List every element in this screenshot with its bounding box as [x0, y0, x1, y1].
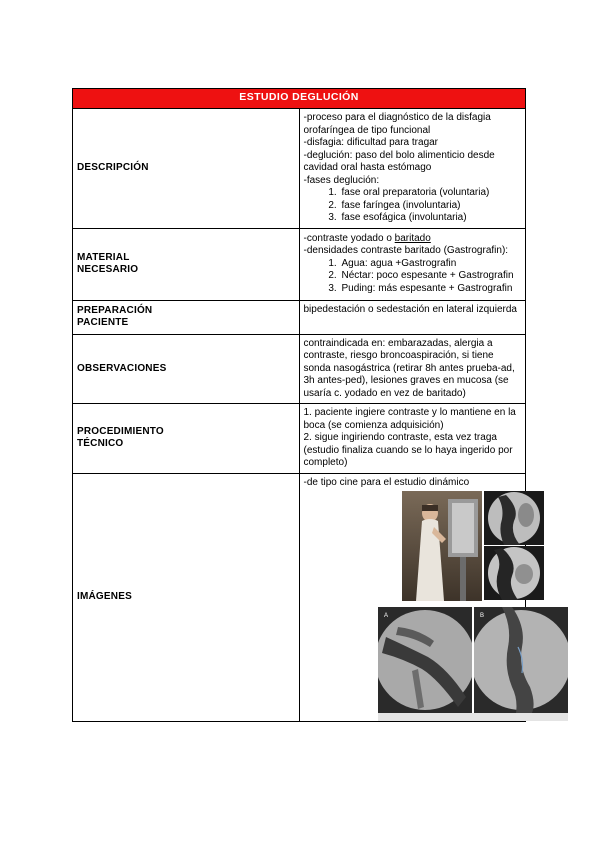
list-item: 2. Néctar: poco espesante + Gastrografin — [340, 270, 522, 283]
list-item: 1. fase oral preparatoria (voluntaria) — [340, 187, 522, 200]
material-line-2: -densidades contraste baritado (Gastrografin): — [303, 245, 509, 257]
procedimiento-line-2: 2. sigue ingiriendo contraste, esta vez traga (estudio finaliza cuando se lo haya ingerido por completo) — [303, 432, 513, 468]
row-imagenes — [73, 473, 526, 722]
label-procedimiento-line: PROCEDIMIENTO — [77, 425, 164, 437]
content-observaciones: contraindicada en: embarazadas, alergia a contraste, riesgo broncoaspiración, si tiene sonda nasogástrica (retirar 8h antes prueba-ad, 3h antes-ped), lesiones graves en mucosa (se usaría c. yodado en vez de baritado) — [299, 334, 526, 404]
content-material — [299, 228, 526, 300]
row-observaciones — [73, 334, 526, 404]
content-procedimiento — [299, 404, 526, 474]
fluoroscopy-image-right — [474, 607, 568, 713]
row-descripcion — [73, 109, 526, 229]
procedimiento-line-1: 1. paciente ingiere contraste y lo mantiene en la boca (se comienza adquisición) — [303, 407, 516, 431]
label-material-line: NECESARIO — [77, 264, 139, 275]
material-line-1-prefix: -contraste yodado o — [303, 232, 395, 244]
document-sheet — [72, 88, 526, 722]
fluoroscopy-frame-b — [484, 546, 544, 600]
label-procedimiento — [73, 404, 300, 474]
label-observaciones: OBSERVACIONES — [73, 334, 300, 404]
list-item: 3. Puding: más espesante + Gastrografin — [340, 283, 522, 296]
label-material — [73, 228, 300, 300]
imagenes-text: -de tipo cine para el estudio dinámico — [303, 476, 470, 488]
label-preparacion — [73, 300, 300, 334]
densidades-list — [304, 258, 522, 296]
label-descripcion: DESCRIPCIÓN — [73, 109, 300, 229]
row-material — [73, 228, 526, 300]
fluoroscopy-image-left — [378, 607, 472, 713]
label-material-line: MATERIAL — [77, 251, 130, 263]
list-item: 1. Agua: agua +Gastrografin — [340, 258, 522, 271]
descripcion-line: -deglución: paso del bolo alimenticio desde cavidad oral hasta estómago — [303, 149, 495, 173]
material-line-1-underlined: baritado — [394, 232, 431, 244]
patient-photo — [402, 491, 482, 601]
label-preparacion-line: PREPARACIÓN — [77, 304, 153, 316]
image-caption-strip — [378, 713, 568, 721]
label-preparacion-line: PACIENTE — [77, 317, 129, 328]
material-line-1 — [304, 233, 522, 246]
row-preparacion — [73, 300, 526, 334]
row-procedimiento — [73, 404, 526, 474]
table-title: ESTUDIO DEGLUCIÓN — [73, 89, 526, 109]
descripcion-line: -disfagia: dificultad para tragar — [303, 137, 439, 148]
title-row — [73, 89, 526, 109]
content-descripcion — [299, 109, 526, 229]
list-item: 3. fase esofágica (involuntaria) — [340, 212, 522, 225]
svg-text:A: A — [383, 613, 388, 619]
svg-text:B: B — [479, 613, 484, 619]
image-collage — [304, 489, 522, 715]
study-table — [72, 88, 526, 722]
fluoroscopy-frame-a — [484, 491, 544, 545]
fases-list — [304, 187, 522, 225]
content-preparacion: bipedestación o sedestación en lateral izquierda — [299, 300, 526, 334]
list-item: 2. fase faríngea (involuntaria) — [340, 200, 522, 213]
label-imagenes: IMÁGENES — [73, 473, 300, 722]
descripcion-line: -fases deglución: — [303, 174, 380, 186]
content-imagenes — [299, 473, 526, 722]
descripcion-line: -proceso para el diagnóstico de la disfagia orofaríngea de tipo funcional — [303, 112, 491, 136]
label-procedimiento-line: TÉCNICO — [77, 438, 124, 450]
